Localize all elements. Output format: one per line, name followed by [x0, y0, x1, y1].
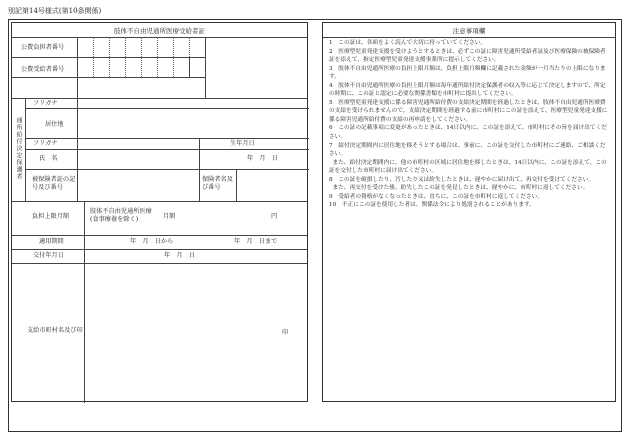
- notes-title: 注意事項欄: [452, 27, 486, 35]
- limit-label: 負担上限月額: [32, 213, 70, 220]
- limit-note: 肢体不自由児通所医療(食事療養を除く): [90, 208, 152, 223]
- birthdate-value: 年 月 日: [247, 155, 278, 162]
- period-label: 適用期間: [39, 238, 64, 245]
- note-item: 7 給付決定期間内に居住地を移そうとする場合は、事前に、この証を交付した市町村にご連絡、ご相談ください。: [329, 142, 606, 158]
- notes-panel: [322, 22, 616, 402]
- note-item: 9 受給者の資格がなくなったときは、直ちに、この証を市町村に返してください。: [329, 193, 544, 200]
- note-item: 6 この証の記載事項に変更があったときは、14日以内に、この証を添えて、市町村にその旨を届け出てください。: [329, 125, 607, 141]
- municipality-label: 支給市町村名及び印: [27, 327, 83, 334]
- insurer-label: 保険者名及び番号: [202, 176, 233, 191]
- payer-number-label: 公費負担者番号: [21, 44, 65, 51]
- certificate-face: [11, 22, 308, 402]
- furigana-label-name: フリガナ: [33, 140, 58, 147]
- birthdate-label: 生年月日: [230, 140, 255, 147]
- note-item: 5 医療型児童発達支援に係る障害児通所給付費の支給決定期間を経過したときは、肢体不自由児通所医療費の支給を受けられませんので、支給決定期間を経過する前に市町村にこの証を添えて、医療型児童発達支援に係る障害児通所給付費の支給の再申請をしてください。: [329, 99, 608, 123]
- issue-date-value: 年 月 日: [164, 252, 195, 259]
- note-item: また、給付決定期間内に、他の市町村の区域に居住地を移したときは、14日以内に、この証を添えて、この証を交付した市町村に届け出てください。: [329, 159, 607, 175]
- note-item: 2 医療型児童発達支援を受けようとするときは、必ずこの証に障害児通所受給者証及び医療保険の被保険者証を添えて、指定医療型児童発達支援事業所に提示してください。: [329, 48, 606, 64]
- note-item: また、再交付を受けた後、紛失したこの証を発見したときは、遅やかに、市町村に返してください。: [332, 185, 589, 192]
- monthly-label: 月額: [163, 213, 176, 220]
- recipient-number-label: 公費受給者番号: [21, 66, 65, 73]
- furigana-label-address: フリガナ: [33, 100, 58, 107]
- period-to: 年 月 日まで: [234, 238, 278, 245]
- name-label: 氏 名: [39, 155, 58, 162]
- note-item: 10 不正にこの証を使用した者は、関係法令により処罰されることがあります。: [329, 202, 535, 209]
- certificate-title: 肢体不自由児通所医療受給者証: [114, 27, 205, 35]
- note-item: 3 肢体不自由児通所医療の負担上限月額は、負担上限月額欄に記載された金額が一月当たりの上限になります。: [329, 65, 606, 81]
- address-label: 居住地: [45, 121, 64, 128]
- note-item: 4 肢体不自由児通所医療の負担上限月額は毎年通所給付決定保護者の収入等に応じて決定しますので、所定の時期に、この証と認定に必要な関係書類を市町村に提出してください。: [329, 82, 606, 98]
- note-item: 8 この証を破損したり、汚したり又は紛失したときは、遅やかに届け出て、再交付を受けてください。: [329, 176, 595, 183]
- period-from: 年 月 日から: [130, 238, 174, 245]
- guardian-side-label: 通所給付決定保護者: [15, 117, 22, 180]
- note-item: 1 この証は、各面をよく読んで大切に持っていてください。: [329, 40, 487, 46]
- insurance-card-label: 被保険者証の記号及び番号: [32, 176, 76, 191]
- yen-label: 円: [271, 213, 278, 220]
- notes-list: [329, 39, 611, 210]
- form-reference: 別記第14号様式(第10条関係): [8, 7, 102, 15]
- seal-mark: 印: [282, 329, 289, 336]
- issue-date-label: 交付年月日: [33, 252, 64, 259]
